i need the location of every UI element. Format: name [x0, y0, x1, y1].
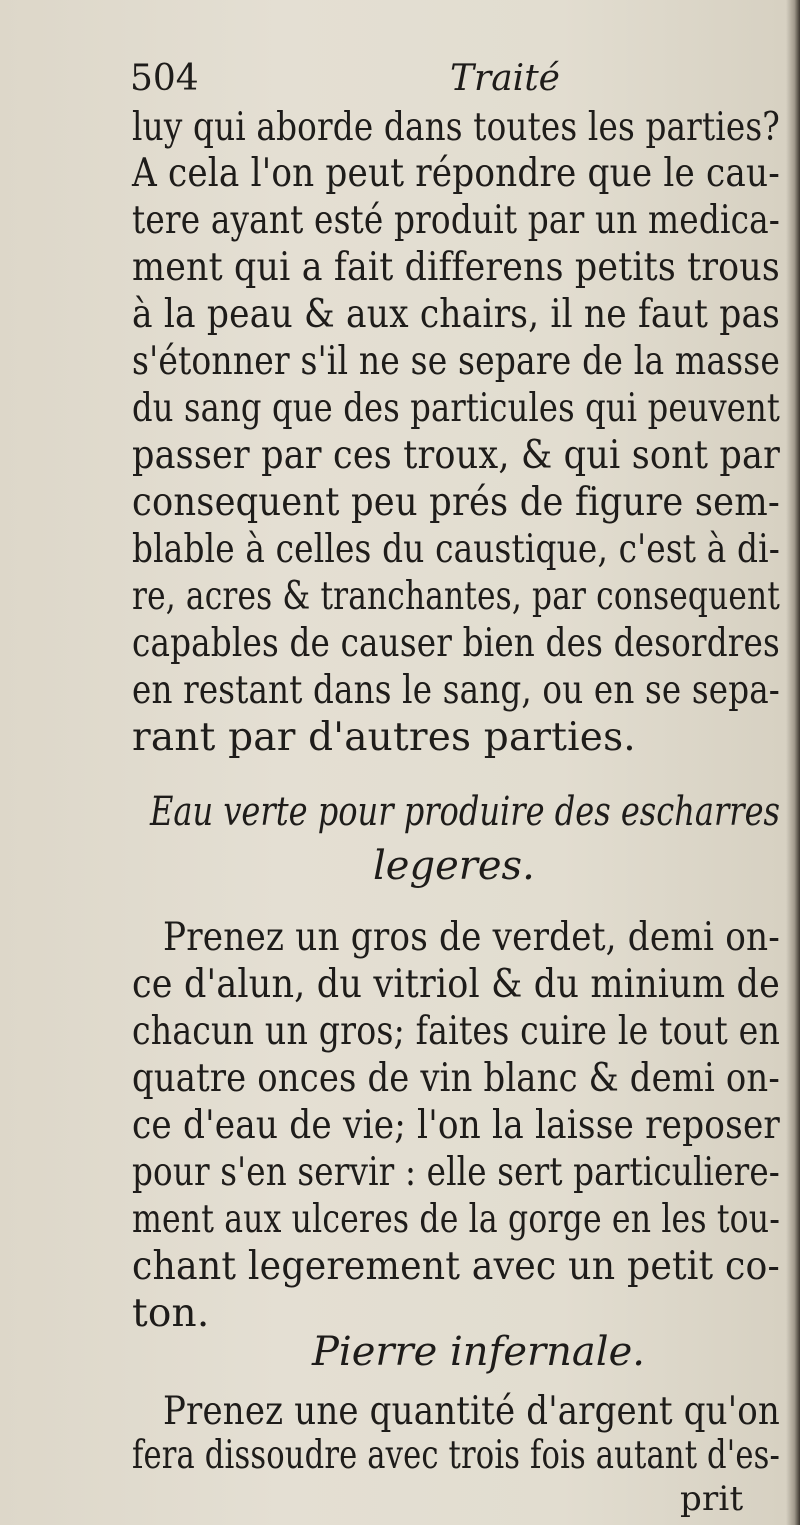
text-line: tere ayant esté produit par un medica- [132, 198, 781, 243]
text-line: ment aux ulceres de la gorge en les tou- [132, 1197, 780, 1242]
text-line: blable à celles du caustique, c'est à di- [132, 527, 781, 572]
page-edge-shadow [786, 0, 800, 1525]
text-line: consequent peu prés de figure sem- [132, 480, 780, 525]
text-line: re, acres & tranchantes, par consequent [132, 574, 780, 619]
text-line: ton. [132, 1291, 210, 1336]
text-line: en restant dans le sang, ou en se sepa- [132, 668, 780, 713]
text-line: Prenez une quantité d'argent qu'on [163, 1389, 781, 1434]
text-line: s'étonner s'il ne se separe de la masse [132, 339, 781, 384]
text-line: ce d'alun, du vitriol & du minium de [132, 962, 781, 1007]
section-heading-pierre-infernale: Pierre infernale. [312, 1329, 645, 1375]
text-line: ment qui a fait differens petits trous [132, 245, 780, 290]
text-line: passer par ces troux, & qui sont par [132, 433, 781, 478]
heading-line: Eau verte pour produire des escharres [150, 789, 780, 835]
text-line: capables de causer bien des desordres [132, 621, 780, 666]
running-title: Traité [450, 58, 560, 99]
text-line: chant legerement avec un petit co- [132, 1244, 780, 1289]
heading-line: legeres. [373, 843, 535, 889]
catchword: prit [680, 1479, 744, 1519]
text-line: A cela l'on peut répondre que le cau- [132, 151, 780, 196]
text-line: ce d'eau de vie; l'on la laisse reposer [132, 1103, 781, 1148]
text-line: à la peau & aux chairs, il ne faut pas [132, 292, 781, 337]
page-number: 504 [130, 58, 199, 99]
page-header [130, 58, 730, 98]
text-line: pour s'en servir : elle sert particuliere- [132, 1150, 780, 1195]
text-line: quatre onces de vin blanc & demi on- [132, 1056, 780, 1101]
text-line: fera dissoudre avec trois fois autant d'es- [132, 1433, 780, 1478]
text-line: Prenez un gros de verdet, demi on- [163, 915, 781, 960]
text-line: du sang que des particules qui peuvent [132, 386, 780, 431]
text-line: rant par d'autres parties. [132, 715, 636, 760]
text-line: luy qui aborde dans toutes les parties? [132, 105, 780, 150]
text-line: chacun un gros; faites cuire le tout en [132, 1009, 781, 1054]
